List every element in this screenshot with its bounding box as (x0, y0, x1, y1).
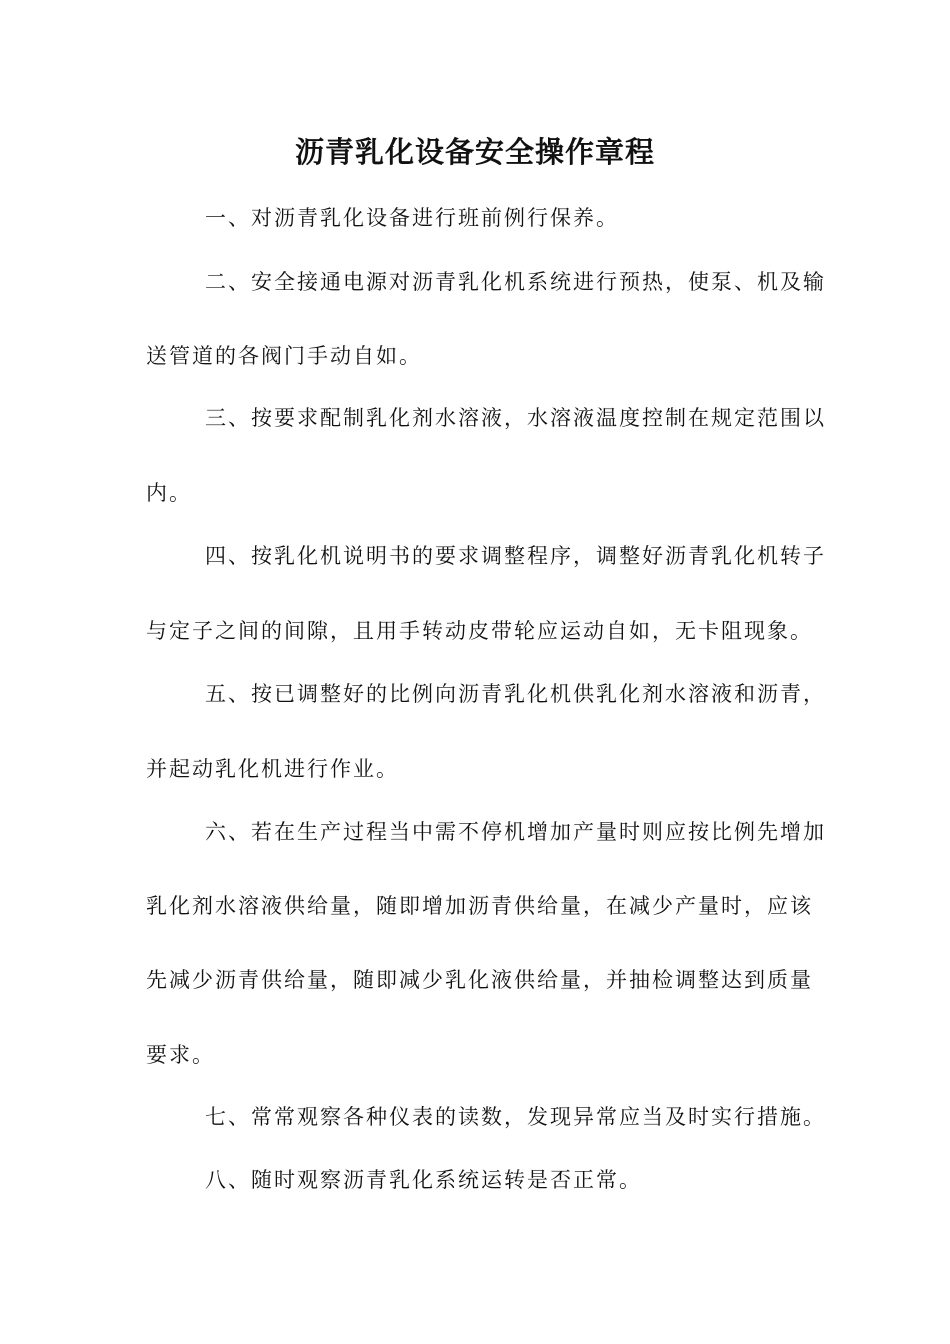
item-4-line-1: 四、按乳化机说明书的要求调整程序，调整好沥青乳化机转子 (205, 544, 826, 568)
item-6-line-2: 乳化剂水溶液供给量，随即增加沥青供给量，在减少产量时，应该 (146, 894, 813, 918)
item-2-line-2: 送管道的各阀门手动自如。 (146, 344, 422, 368)
item-3-line-2: 内。 (146, 481, 192, 505)
item-8-line-1: 八、随时观察沥青乳化系统运转是否正常。 (205, 1168, 642, 1192)
item-5-line-1: 五、按已调整好的比例向沥青乳化机供乳化剂水溶液和沥青， (205, 682, 826, 706)
item-3-line-1: 三、按要求配制乳化剂水溶液，水溶液温度控制在规定范围以 (205, 406, 826, 430)
item-7-line-1: 七、常常观察各种仪表的读数，发现异常应当及时实行措施。 (205, 1105, 826, 1129)
item-1-line-1: 一、对沥青乳化设备进行班前例行保养。 (205, 206, 619, 230)
item-6-line-3: 先减少沥青供给量，随即减少乳化液供给量，并抽检调整达到质量 (146, 968, 813, 992)
item-5-line-2: 并起动乳化机进行作业。 (146, 757, 399, 781)
document-title: 沥青乳化设备安全操作章程 (294, 135, 655, 169)
item-6-line-4: 要求。 (146, 1043, 215, 1067)
item-6-line-1: 六、若在生产过程当中需不停机增加产量时则应按比例先增加 (205, 820, 826, 844)
item-2-line-1: 二、安全接通电源对沥青乳化机系统进行预热，使泵、机及输 (205, 270, 826, 294)
item-4-line-2: 与定子之间的间隙，且用手转动皮带轮应运动自如，无卡阻现象。 (146, 619, 813, 643)
